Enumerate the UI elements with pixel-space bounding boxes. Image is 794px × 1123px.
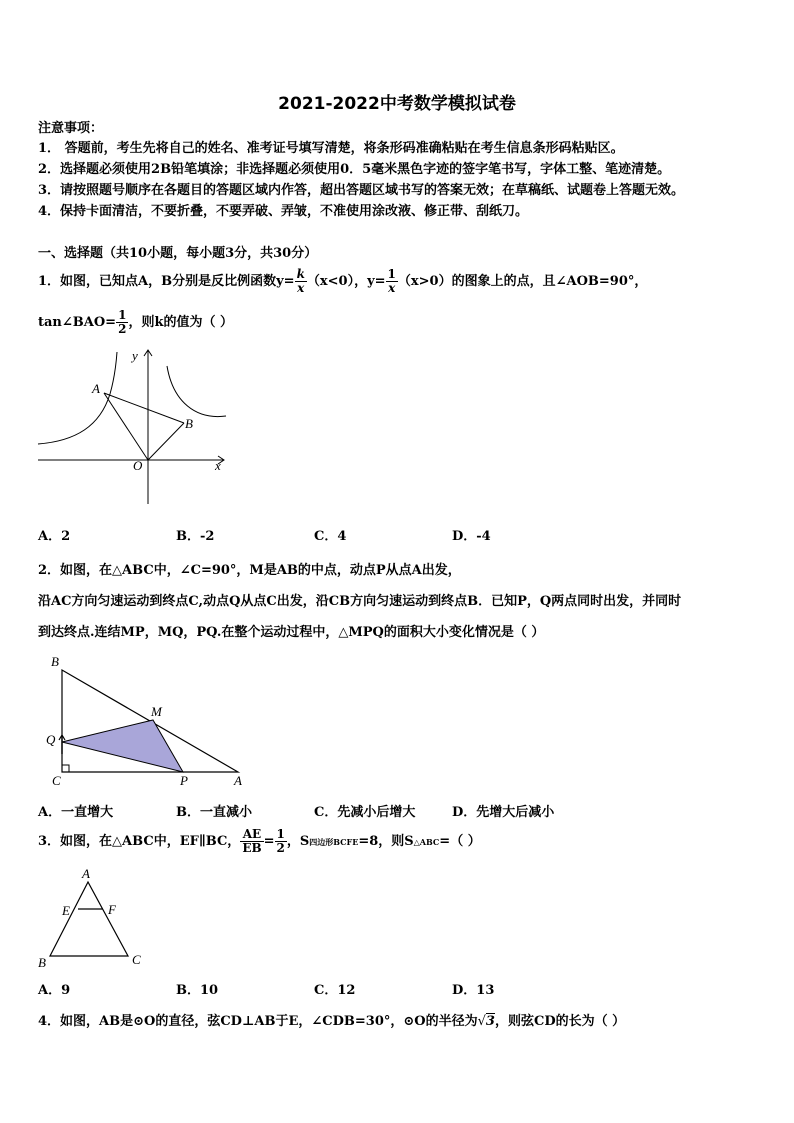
q2-stem-line2: 沿AC方向匀速运动到终点C,动点Q从点C出发，沿CB方向匀速运动到终点B．已知P，Q两点同时出发，并同时 <box>38 594 682 609</box>
q4-sqrt-radicand: 3 <box>485 1014 495 1029</box>
page-title: 2021-2022中考数学模拟试卷 <box>278 94 516 114</box>
q2-label-p: P <box>180 773 188 788</box>
q1-label-y: y <box>132 348 138 363</box>
q1-segment-oa <box>104 393 148 460</box>
q3-subscript-abc: △ABC <box>413 837 440 847</box>
q3-label-e: E <box>62 903 70 918</box>
q1-segment-ab <box>104 393 184 423</box>
q3-triangle-abc <box>50 882 128 956</box>
q3-text-3: ，S <box>286 834 310 849</box>
q1-figure <box>36 346 232 506</box>
q1-label-a: A <box>92 381 100 396</box>
q4-sqrt-sign: √ <box>477 1014 486 1029</box>
q2-option-a[interactable]: A．一直增大 <box>38 805 114 820</box>
q3-fraction-ae-over-eb: $\frac{AE}{EB}$ <box>242 827 262 855</box>
q2-triangle-mpq <box>62 720 183 772</box>
notice-item-1: 1． 答题前，考生先将自己的姓名、准考证号填写清楚，将条形码准确粘贴在考生信息条形码粘贴区。 <box>38 141 624 156</box>
q1-label-b: B <box>185 416 193 431</box>
q1-fraction-1-over-x: $\frac{1}{x}$ <box>387 267 396 295</box>
q3-subscript-quad: 四边形BCFE <box>309 837 359 847</box>
q1-text-4: tan∠BAO= <box>38 315 117 330</box>
q1-option-d[interactable]: D．-4 <box>452 529 491 544</box>
q1-stem-line2 <box>38 309 233 336</box>
q2-label-m: M <box>151 704 162 719</box>
q1-text-2: （x<0），y= <box>306 274 386 289</box>
q1-stem-line1 <box>38 268 647 295</box>
q3-stem <box>38 828 481 855</box>
q3-option-c[interactable]: C．12 <box>314 983 356 998</box>
q3-label-b: B <box>38 955 46 970</box>
notice-item-3: 3．请按照题号顺序在各题目的答题区域内作答，超出答题区域书写的答案无效；在草稿纸、试题卷上答题无效。 <box>38 183 685 198</box>
q1-right-hyperbola <box>167 366 226 417</box>
notice-item-2: 2．选择题必须使用2B铅笔填涂；非选择题必须使用0．5毫米黑色字迹的签字笔书写，字体工整、笔迹清楚。 <box>38 162 671 177</box>
q3-text-4: =8，则S <box>358 834 414 849</box>
q2-label-c: C <box>52 773 61 788</box>
q2-option-b[interactable]: B．一直减小 <box>176 805 252 820</box>
q1-fraction-1-over-2: $\frac{1}{2}$ <box>118 308 127 336</box>
q2-stem-line3: 到达终点.连结MP，MQ，PQ.在整个运动过程中，△MPQ的面积大小变化情况是（ ） <box>38 625 545 640</box>
q3-text-2: = <box>263 834 275 849</box>
q1-option-c[interactable]: C．4 <box>314 529 347 544</box>
q3-fraction-1-over-2: $\frac{1}{2}$ <box>276 827 285 855</box>
q1-option-a[interactable]: A．2 <box>38 529 71 544</box>
q4-stem <box>38 1014 625 1030</box>
notice-heading: 注意事项： <box>38 121 104 136</box>
q2-figure <box>38 650 254 790</box>
q1-segment-ob <box>148 423 184 460</box>
q4-text-2: ，则弦CD的长为（ ） <box>494 1014 626 1029</box>
q1-option-b[interactable]: B．-2 <box>176 529 215 544</box>
notice-item-4: 4．保持卡面清洁，不要折叠，不要弄破、弄皱，不准使用涂改液、修正带、刮纸刀。 <box>38 204 529 219</box>
q2-option-c[interactable]: C．先减小后增大 <box>314 805 416 820</box>
q4-text-1: 4．如图，AB是⊙O的直径，弦CD⊥AB于E，∠CDB=30°，⊙O的半径为 <box>38 1014 478 1029</box>
q2-option-d[interactable]: D．先增大后减小 <box>452 805 555 820</box>
q1-text-5: ，则k的值为（ ） <box>128 315 233 330</box>
q3-label-c: C <box>132 952 141 967</box>
q3-label-a: A <box>82 866 90 881</box>
q2-label-b: B <box>51 654 59 669</box>
q1-text-1: 1．如图，已知点A，B分别是反比例函数y= <box>38 274 295 289</box>
q1-fraction-k-over-x: $\frac{k}{x}$ <box>296 267 305 295</box>
q2-label-a: A <box>234 773 242 788</box>
q3-label-f: F <box>108 902 116 917</box>
q2-right-angle-mark <box>62 765 69 772</box>
q1-label-x: x <box>215 458 221 473</box>
q2-label-q: Q <box>46 732 56 747</box>
q1-label-o: O <box>133 458 143 473</box>
q3-option-a[interactable]: A．9 <box>38 983 71 998</box>
q3-text-5: =（ ） <box>439 834 481 849</box>
q1-left-hyperbola <box>38 352 117 444</box>
q3-option-d[interactable]: D．13 <box>452 983 495 998</box>
section-heading: 一、选择题（共10小题，每小题3分，共30分） <box>38 246 318 261</box>
q2-stem-line1: 2．如图，在△ABC中，∠C=90°，M是AB的中点，动点P从点A出发， <box>38 563 461 578</box>
q3-figure <box>36 864 152 972</box>
q3-option-b[interactable]: B．10 <box>176 983 219 998</box>
q3-text-1: 3．如图，在△ABC中，EF∥BC， <box>38 834 241 849</box>
q1-text-3: （x>0）的图象上的点，且∠AOB=90°， <box>397 274 648 289</box>
